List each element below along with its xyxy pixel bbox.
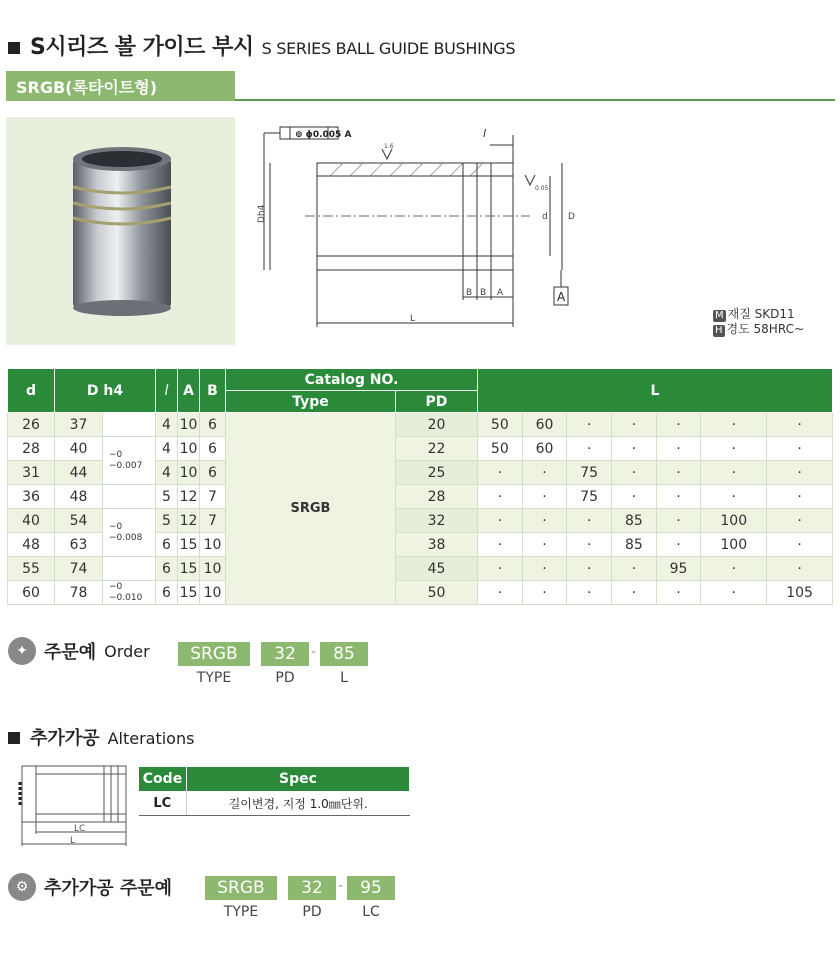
cell-L: · (656, 461, 701, 485)
cell-L: · (767, 461, 833, 485)
cell-L: · (612, 413, 657, 437)
gear-icon: ⚙ (8, 873, 36, 901)
hardness-row (713, 322, 804, 337)
tolerance-empty (103, 485, 156, 509)
cell-b: 7 (200, 485, 226, 509)
cell-pd: 20 (396, 413, 478, 437)
alterations-title-ko: 추가가공 (30, 728, 100, 749)
cell-L: · (478, 485, 523, 509)
cell-b: 6 (200, 413, 226, 437)
cell-L: · (767, 533, 833, 557)
alt-order-lc-label: LC (362, 904, 380, 920)
table-row (8, 437, 833, 461)
table-row (139, 792, 410, 816)
cell-L: · (567, 581, 612, 605)
cell-D: 40 (55, 437, 103, 461)
cell-D: 37 (55, 413, 103, 437)
tolerance-bottom: −0.010 (109, 592, 143, 603)
cell-L: 75 (567, 485, 612, 509)
alt-header-code: Code (139, 767, 187, 792)
tolerance-cell (103, 581, 156, 605)
tolerance-empty (103, 413, 156, 437)
cell-b: 7 (200, 509, 226, 533)
cell-L: · (522, 557, 567, 581)
lc-label: LC (74, 824, 86, 834)
order-title-ko: 주문예 (44, 642, 97, 663)
cell-b: 10 (200, 581, 226, 605)
tolerance-cell (103, 437, 156, 485)
cell-l: 6 (156, 533, 178, 557)
cell-a: 10 (178, 413, 200, 437)
cell-a: 10 (178, 461, 200, 485)
cell-D: 78 (55, 581, 103, 605)
material-text: 재질 SKD11 (727, 307, 795, 321)
cell-L: · (478, 581, 523, 605)
cell-l: 4 (156, 437, 178, 461)
alterations-heading (8, 724, 194, 750)
cell-L: · (567, 557, 612, 581)
material-info (713, 307, 804, 337)
cell-L: · (567, 509, 612, 533)
tolerance-bottom: −0.007 (109, 460, 143, 471)
cell-L: · (656, 437, 701, 461)
alt-order-heading (8, 873, 180, 901)
bullet-square-icon (8, 732, 20, 744)
cell-a: 15 (178, 557, 200, 581)
cell-d: 26 (8, 413, 55, 437)
table-row (8, 509, 833, 533)
cell-L: · (612, 557, 657, 581)
cell-L: · (522, 581, 567, 605)
order-type-label: TYPE (196, 670, 232, 686)
subtitle-tab: SRGB(록타이트형) (6, 71, 235, 101)
cell-L: 60 (522, 437, 567, 461)
cell-L: · (656, 413, 701, 437)
cell-L: · (567, 437, 612, 461)
tolerance-bottom: −0.008 (109, 532, 143, 543)
cell-L: · (478, 461, 523, 485)
hardness-text: 경도 58HRC~ (726, 322, 804, 336)
hardness-tag: H (715, 325, 723, 336)
cell-b: 10 (200, 557, 226, 581)
datum-label: A (557, 290, 566, 304)
order-pd-box: 32 (261, 642, 309, 666)
cell-l: 5 (156, 509, 178, 533)
title-korean: S시리즈 볼 가이드 부시 (30, 35, 254, 60)
type-cell: SRGB (226, 413, 396, 605)
cell-pd: 25 (396, 461, 478, 485)
cell-l: 5 (156, 485, 178, 509)
cell-L: · (701, 557, 767, 581)
drawing-B1: B (466, 288, 473, 298)
cell-a: 15 (178, 533, 200, 557)
cell-D: 44 (55, 461, 103, 485)
header-l: l (156, 369, 178, 413)
cell-L: 85 (612, 533, 657, 557)
cell-L: · (612, 485, 657, 509)
alt-spec: 길이변경, 지정 1.0㎜단위. (187, 792, 410, 816)
cell-L: 95 (656, 557, 701, 581)
cell-L: · (522, 485, 567, 509)
header-type: Type (226, 391, 396, 413)
header-L: L (478, 369, 833, 413)
l-label: L (70, 836, 76, 846)
alt-order-lc-box: 95 (347, 876, 395, 900)
cell-L: · (567, 533, 612, 557)
cell-pd: 45 (396, 557, 478, 581)
cell-l: 6 (156, 557, 178, 581)
tolerance-empty (103, 557, 156, 581)
table-row (8, 581, 833, 605)
header-dh4: D h4 (55, 369, 156, 413)
cell-L: · (522, 533, 567, 557)
order-pd-label: PD (275, 670, 295, 686)
cell-D: 48 (55, 485, 103, 509)
order-l-box: 85 (320, 642, 368, 666)
header-b: B (200, 369, 226, 413)
wrench-icon: ✦ (8, 637, 36, 665)
cell-L: · (656, 581, 701, 605)
order-heading (8, 637, 150, 665)
roughness-1: 1.6 (384, 143, 394, 150)
alt-order-type-box: SRGB (205, 876, 277, 900)
roughness-2: 0.05 (535, 185, 549, 192)
cell-pd: 38 (396, 533, 478, 557)
cell-L: · (478, 557, 523, 581)
cell-L: · (478, 533, 523, 557)
spec-table (7, 368, 833, 605)
cell-l: 6 (156, 581, 178, 605)
cell-b: 10 (200, 533, 226, 557)
cell-L: · (701, 485, 767, 509)
header-a: A (178, 369, 200, 413)
cell-L: · (701, 461, 767, 485)
cell-L: 105 (767, 581, 833, 605)
bullet-square-icon (8, 42, 20, 54)
cell-a: 12 (178, 509, 200, 533)
cell-d: 48 (8, 533, 55, 557)
cell-L: · (767, 437, 833, 461)
alt-header-spec: Spec (187, 767, 410, 792)
cell-L: · (767, 509, 833, 533)
alterations-title-en: Alterations (107, 729, 195, 748)
cell-L: · (612, 437, 657, 461)
alt-order-pd-label: PD (302, 904, 322, 920)
header-catalog: Catalog NO. (226, 369, 478, 391)
cell-L: · (701, 581, 767, 605)
cell-d: 28 (8, 437, 55, 461)
order-type-box: SRGB (178, 642, 250, 666)
order-l-label: L (340, 670, 348, 686)
cell-L: · (656, 533, 701, 557)
alt-order-dash: - (338, 878, 344, 894)
cell-L: · (567, 413, 612, 437)
cell-d: 40 (8, 509, 55, 533)
header-d: d (8, 369, 55, 413)
alterations-drawing (14, 760, 134, 854)
tolerance-frame: ⊚ ϕ0.005 A (295, 130, 352, 140)
cell-pd: 32 (396, 509, 478, 533)
drawing-l-label: l (483, 127, 487, 140)
drawing-D: D (568, 212, 575, 222)
cell-L: · (656, 509, 701, 533)
cell-D: 63 (55, 533, 103, 557)
table-row (8, 557, 833, 581)
alterations-table (138, 766, 410, 816)
tolerance-cell (103, 509, 156, 557)
cell-D: 74 (55, 557, 103, 581)
cell-L: · (478, 509, 523, 533)
cell-L: 75 (567, 461, 612, 485)
cell-pd: 28 (396, 485, 478, 509)
title-english: S SERIES BALL GUIDE BUSHINGS (261, 39, 516, 58)
cell-L: · (522, 509, 567, 533)
tolerance-top: −0 (109, 449, 123, 460)
tolerance-top: −0 (109, 581, 123, 592)
cell-L: · (522, 461, 567, 485)
cell-L: 100 (701, 509, 767, 533)
drawing-dh4: Dh4 (257, 204, 267, 223)
cell-D: 54 (55, 509, 103, 533)
cell-d: 60 (8, 581, 55, 605)
cell-d: 36 (8, 485, 55, 509)
drawing-L: L (410, 314, 416, 324)
alt-order-type-label: TYPE (223, 904, 259, 920)
alt-code: LC (139, 792, 187, 816)
cell-L: 85 (612, 509, 657, 533)
alt-order-pd-box: 32 (288, 876, 336, 900)
drawing-A: A (497, 288, 504, 298)
cell-L: · (701, 437, 767, 461)
table-row (8, 413, 833, 437)
drawing-d: d (542, 212, 548, 222)
cell-a: 15 (178, 581, 200, 605)
drawing-B2: B (480, 288, 487, 298)
order-title-en: Order (104, 641, 150, 661)
cell-b: 6 (200, 461, 226, 485)
cell-L: 100 (701, 533, 767, 557)
cell-d: 31 (8, 461, 55, 485)
table-row (8, 485, 833, 509)
cell-L: · (767, 485, 833, 509)
material-tag: M (715, 310, 724, 321)
cell-L: · (656, 485, 701, 509)
cell-pd: 50 (396, 581, 478, 605)
cell-L: · (612, 461, 657, 485)
cell-L: 50 (478, 437, 523, 461)
tolerance-top: −0 (109, 521, 123, 532)
header-pd: PD (396, 391, 478, 413)
cell-l: 4 (156, 461, 178, 485)
cell-l: 4 (156, 413, 178, 437)
cell-d: 55 (8, 557, 55, 581)
cell-L: · (612, 581, 657, 605)
cell-L: · (767, 413, 833, 437)
technical-drawing (250, 115, 590, 345)
cell-L: 50 (478, 413, 523, 437)
cell-L: · (701, 413, 767, 437)
cell-b: 6 (200, 437, 226, 461)
cell-pd: 22 (396, 437, 478, 461)
alt-order-title: 추가가공 주문예 (44, 878, 172, 899)
material-row (713, 307, 804, 322)
product-photo (6, 117, 235, 345)
bushing-image (6, 117, 235, 345)
order-dash: - (311, 644, 317, 660)
cell-a: 12 (178, 485, 200, 509)
cell-L: 60 (522, 413, 567, 437)
cell-a: 10 (178, 437, 200, 461)
page-title (8, 30, 515, 60)
cell-L: · (767, 557, 833, 581)
